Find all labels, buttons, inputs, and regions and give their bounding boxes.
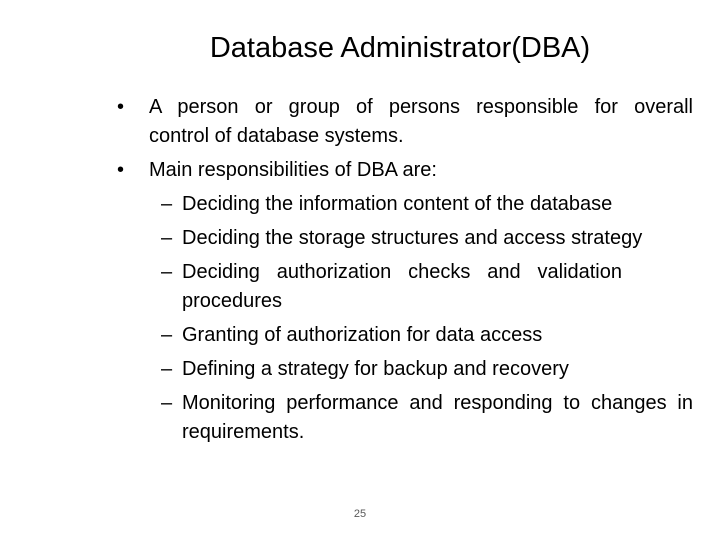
responsibility-item — [115, 389, 693, 447]
responsibility-text: Deciding authorization checks and validation procedures — [182, 261, 622, 312]
bullet-item — [115, 93, 693, 151]
responsibility-item — [115, 190, 693, 219]
bullet-text-line-1: A person or group of persons responsible for overall — [149, 96, 693, 118]
page-number: 25 — [353, 508, 367, 520]
slide-title: Database Administrator(DBA) — [209, 32, 591, 64]
responsibility-text: Monitoring performance and responding to changes in requirements. — [182, 392, 693, 443]
slide-body — [115, 93, 693, 447]
responsibility-item — [115, 321, 693, 350]
responsibility-item — [115, 258, 693, 316]
responsibility-item — [115, 355, 693, 384]
responsibility-text: Granting of authorization for data access — [182, 324, 543, 346]
responsibility-text: Deciding the storage structures and access strategy — [182, 227, 643, 249]
responsibilities-list — [115, 190, 693, 447]
dash-marker: – — [161, 324, 173, 346]
bullet-item — [115, 156, 693, 447]
dash-marker: – — [161, 227, 173, 249]
responsibility-text: Deciding the information content of the database — [182, 193, 613, 215]
bullet-text-line-2: control of database systems. — [149, 125, 404, 147]
bullet-marker: • — [117, 159, 125, 181]
responsibility-text: Defining a strategy for backup and recovery — [182, 358, 569, 380]
responsibility-item — [115, 224, 693, 253]
bullet-text: Main responsibilities of DBA are: — [149, 159, 437, 181]
dash-marker: – — [161, 358, 173, 380]
dash-marker: – — [161, 193, 173, 215]
bullet-marker: • — [117, 96, 125, 118]
dash-marker: – — [161, 261, 173, 283]
dash-marker: – — [161, 392, 173, 414]
